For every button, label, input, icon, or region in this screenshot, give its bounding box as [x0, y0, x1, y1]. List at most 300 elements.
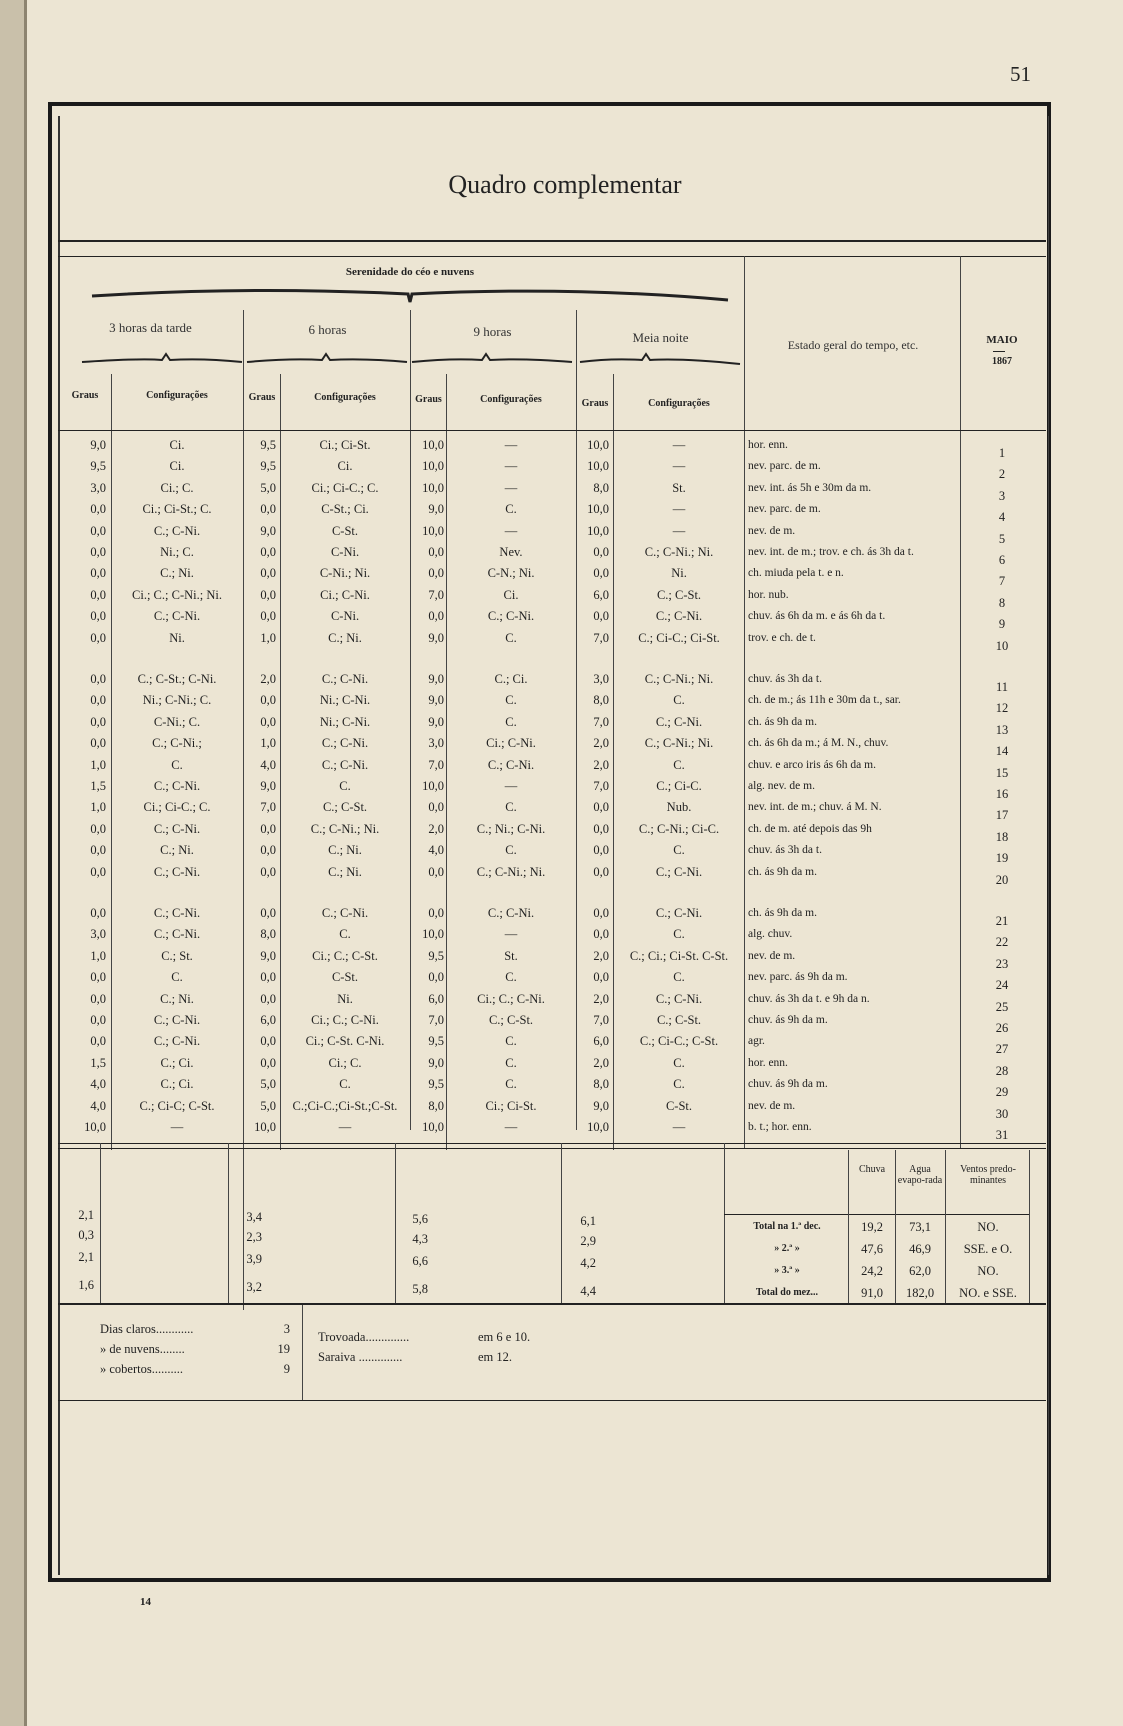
config-6: C.; Ni.	[328, 864, 362, 879]
graus-6: 0,0	[260, 609, 276, 624]
graus-6: 4,0	[260, 757, 276, 772]
graus-6: 6,0	[260, 1013, 276, 1027]
config-9: C.; C-St.	[488, 1013, 534, 1027]
config-midnight: C.; C-Ni.	[655, 714, 703, 729]
graus-3pm: 1,5	[90, 779, 106, 793]
estado-text: b. t.; hor. enn.	[748, 1121, 812, 1133]
estado-text: nev. parc. de m.	[748, 503, 821, 516]
graus-9: 0,0	[428, 800, 444, 815]
graus-midnight: 10,0	[587, 523, 609, 538]
average-value: 1,6	[78, 1278, 94, 1292]
estado-text: nev. de m.	[748, 1099, 796, 1112]
config-6: C.; C-Ni.	[321, 672, 369, 686]
config-midnight: C.	[673, 693, 685, 708]
config-6: Ci.; C-St. C-Ni.	[305, 1034, 385, 1049]
graus-midnight: 8,0	[593, 693, 609, 708]
config-9: —	[504, 459, 518, 474]
day-number: 15	[995, 765, 1009, 780]
graus-9: 0,0	[428, 545, 444, 559]
totals-cell: NO.	[977, 1264, 999, 1278]
average-value: 3,9	[246, 1252, 262, 1266]
graus-9: 6,0	[428, 991, 444, 1006]
config-midnight: C.; C-Ni.	[655, 609, 703, 624]
graus-midnight: 2,0	[593, 991, 609, 1006]
month-rule	[993, 351, 1005, 352]
avg-rule-2	[228, 1143, 229, 1303]
config-3pm: C-Ni.; C.	[153, 714, 201, 729]
estado-text: hor. enn.	[748, 439, 788, 451]
config-header-4: Configurações	[648, 398, 710, 409]
day-number: 31	[995, 1128, 1009, 1142]
average-value: 3,2	[246, 1280, 262, 1294]
graus-3pm: 1,0	[90, 948, 106, 963]
average-value: 3,4	[246, 1210, 262, 1224]
totals-header-rule	[724, 1214, 1030, 1215]
day-number: 16	[995, 787, 1009, 801]
config-3pm: C.; C-Ni.	[153, 1034, 201, 1049]
graus-3pm: 0,0	[90, 970, 106, 985]
config-6: Ni.; C-Ni.	[319, 714, 371, 729]
graus-9: 9,0	[428, 714, 444, 729]
config-3pm: Ni.	[169, 630, 185, 645]
config-midnight: —	[672, 438, 686, 452]
config-3pm: C.; Ni.	[160, 566, 194, 581]
config-midnight: —	[672, 459, 686, 474]
config-3pm: C.; C-St.; C-Ni.	[137, 672, 217, 686]
config-6: Ci.; C.; C-St.	[312, 948, 378, 963]
config-midnight: C.; C-Ni.; Ni.	[644, 545, 714, 559]
config-6: C.	[339, 927, 351, 942]
day-number: 21	[995, 914, 1009, 928]
average-value: 5,8	[412, 1282, 428, 1296]
graus-9: 0,0	[428, 864, 444, 879]
config-6: C.;Ci-C.;Ci-St.;C-St.	[292, 1098, 398, 1113]
graus-midnight: 2,0	[593, 757, 609, 772]
graus-9: 3,0	[428, 736, 444, 751]
day-number: 14	[995, 744, 1009, 759]
graus-9: 10,0	[422, 523, 444, 538]
month-header: MAIO	[986, 334, 1018, 346]
graus-9: 10,0	[422, 1120, 444, 1134]
graus-midnight: 7,0	[593, 714, 609, 729]
config-3pm: Ci.	[169, 438, 185, 452]
graus-3pm: 0,0	[90, 991, 106, 1006]
graus-3pm: 0,0	[90, 1034, 106, 1049]
data-top-rule	[58, 430, 1046, 431]
footer-mark: 14	[140, 1596, 151, 1608]
day-number: 20	[995, 872, 1009, 887]
config-9: C.	[505, 1055, 517, 1070]
graus-3pm: 10,0	[84, 1120, 106, 1134]
graus-6: 0,0	[260, 906, 276, 920]
config-9: C.; Ci.	[494, 672, 528, 686]
graus-midnight: 9,0	[593, 1098, 609, 1113]
config-6: C-St.	[331, 970, 359, 985]
day-number: 5	[998, 531, 1006, 546]
graus-6: 2,0	[260, 672, 276, 686]
config-9: —	[504, 438, 518, 452]
graus-6: 0,0	[260, 587, 276, 602]
year-header: 1867	[992, 356, 1012, 367]
day-number: 27	[995, 1042, 1009, 1057]
book-binding	[0, 0, 27, 1726]
config-midnight: C.; Ci-C.; C-St.	[639, 1034, 719, 1049]
summary-left-value: 3	[283, 1322, 290, 1336]
average-value: 5,6	[412, 1212, 428, 1226]
graus-9: 9,5	[428, 1034, 444, 1049]
graus-3pm: 0,0	[90, 821, 106, 836]
header-rule	[58, 256, 1046, 257]
totals-cell: 73,1	[909, 1220, 931, 1234]
graus-header-3: Graus	[415, 394, 442, 405]
config-6: —	[338, 1120, 352, 1134]
graus-midnight: 10,0	[587, 459, 609, 474]
day-number: 9	[998, 617, 1006, 632]
average-value: 2,9	[580, 1234, 596, 1248]
graus-3pm: 9,5	[90, 459, 106, 474]
day-number: 18	[995, 829, 1009, 844]
day-number: 26	[995, 1021, 1009, 1035]
graus-midnight: 10,0	[587, 502, 609, 517]
config-6: Ci.; C-Ni.	[320, 587, 370, 602]
graus-6: 0,0	[260, 714, 276, 729]
totals-cell: » 2.ª »	[774, 1243, 800, 1254]
graus-3pm: 1,0	[90, 800, 106, 815]
config-3pm: C.; C-Ni.	[153, 609, 201, 624]
config-6: Ni.; C-Ni.	[319, 693, 371, 708]
config-3pm: C.; C-Ni.	[153, 927, 201, 942]
day-number: 25	[995, 999, 1009, 1014]
estado-text: nev. int. de m.; chuv. á M. N.	[748, 801, 882, 814]
graus-9: 9,0	[428, 693, 444, 708]
totals-cell: 182,0	[905, 1286, 935, 1300]
summary-right-value: em 6 e 10.	[478, 1330, 531, 1344]
graus-9: 10,0	[422, 459, 444, 474]
config-6: Ci.; C.	[328, 1055, 362, 1070]
config-midnight: C-St.	[665, 1098, 693, 1113]
time-header-3pm: 3 horas da tarde	[109, 320, 192, 335]
day-number: 6	[998, 553, 1006, 567]
graus-3pm: 0,0	[90, 672, 106, 686]
config-3pm: C.; St.	[161, 948, 193, 963]
config-midnight: C.; Ci.; Ci-St. C-St.	[629, 948, 729, 963]
config-6: C-St.; Ci.	[321, 502, 369, 517]
average-value: 0,3	[78, 1228, 94, 1242]
graus-6: 9,5	[260, 459, 276, 474]
page-number: 51	[1010, 62, 1031, 86]
config-3pm: C.	[171, 757, 183, 772]
graus-9: 10,0	[422, 480, 444, 495]
graus-3pm: 3,0	[90, 480, 106, 495]
config-midnight: C.; C-Ni.	[655, 906, 703, 920]
totals-rule-1	[848, 1150, 849, 1303]
graus-3pm: 0,0	[90, 714, 106, 729]
totals-cell: Total na 1.ª dec.	[753, 1221, 821, 1232]
config-9: Nev.	[499, 545, 523, 559]
config-3pm: C.; C-Ni.	[153, 821, 201, 836]
graus-3pm: 1,0	[90, 757, 106, 772]
graus-3pm: 0,0	[90, 630, 106, 645]
estado-text: chuv. ás 3h da t. e 9h da n.	[748, 992, 870, 1005]
time-header-midnight: Meia noite	[632, 330, 689, 345]
average-value: 6,6	[412, 1254, 428, 1268]
graus-3pm: 0,0	[90, 736, 106, 751]
summary-right-label: Trovoada..............	[318, 1330, 410, 1344]
graus-3pm: 0,0	[90, 587, 106, 602]
config-9: C.; C-Ni.	[487, 609, 535, 624]
config-header-3: Configurações	[480, 394, 542, 405]
config-6: C.; C-Ni.	[321, 906, 369, 920]
day-number: 23	[995, 956, 1009, 971]
totals-cell: Total do mez...	[755, 1287, 819, 1298]
config-midnight: —	[672, 502, 686, 517]
graus-3pm: 0,0	[90, 864, 106, 879]
config-midnight: C.; C-Ni.; Ci-C.	[638, 821, 720, 836]
day-number: 29	[995, 1085, 1009, 1100]
graus-9: 7,0	[428, 1013, 444, 1027]
graus-3pm: 4,0	[90, 1077, 106, 1092]
config-3pm: Ni.; C.	[160, 545, 194, 559]
graus-midnight: 8,0	[593, 1077, 609, 1092]
config-9: St.	[504, 948, 518, 963]
config-9: —	[504, 523, 518, 538]
estado-text: ch. de m. até depois das 9h	[748, 822, 872, 835]
config-3pm: C.	[171, 970, 183, 985]
estado-text: ch. ás 9h da m.	[748, 907, 817, 919]
graus-9: 2,0	[428, 821, 444, 836]
estado-text: hor. nub.	[748, 588, 789, 601]
avg-rule-3	[395, 1143, 396, 1303]
config-6: C.; C-Ni.	[321, 736, 369, 751]
graus-6: 0,0	[260, 821, 276, 836]
day-number: 2	[998, 467, 1006, 482]
totals-rule-4	[1029, 1150, 1030, 1303]
config-3pm: C.; Ci.	[160, 1077, 194, 1092]
config-midnight: C.; C-Ni.	[655, 864, 703, 879]
summary-right-label: Saraiva ..............	[318, 1350, 403, 1364]
data-bottom-rule	[58, 1143, 1046, 1144]
config-6: C.; C-Ni.; Ni.	[310, 821, 380, 836]
config-3pm: C.; C-Ni.;	[152, 736, 202, 751]
estado-text: nev. int. ás 5h e 30m da m.	[748, 481, 872, 494]
summary-bottom-rule	[58, 1400, 1046, 1401]
graus-3pm: 4,0	[90, 1098, 106, 1113]
summary-left-label: » de nuvens........	[100, 1342, 185, 1356]
config-3pm: —	[170, 1120, 184, 1134]
config-9: C.	[505, 714, 517, 729]
totals-header: Chuva	[858, 1164, 886, 1175]
page-title: Quadro complementar	[448, 170, 682, 199]
estado-text: ch. miuda pela t. e n.	[748, 567, 844, 580]
config-9: C.	[505, 1077, 517, 1092]
config-6: Ci.; C.; C-Ni.	[311, 1013, 379, 1027]
config-6: C-Ni.; Ni.	[319, 566, 371, 581]
graus-midnight: 6,0	[593, 587, 609, 602]
config-3pm: Ci.; Ci-C.; C.	[143, 800, 211, 815]
graus-3pm: 0,0	[90, 566, 106, 581]
estado-header: Estado geral do tempo, etc.	[787, 338, 919, 352]
config-9: C.	[505, 843, 517, 858]
graus-midnight: 0,0	[593, 843, 609, 858]
config-midnight: C.; C-St.	[656, 1013, 702, 1027]
summary-left-label: Dias claros............	[100, 1322, 194, 1336]
estado-text: alg. chuv.	[748, 928, 793, 941]
config-9: Ci.; Ci-St.	[485, 1098, 537, 1113]
data-bottom-rule-2	[58, 1148, 1046, 1149]
average-value: 4,4	[580, 1284, 596, 1298]
graus-6: 5,0	[260, 480, 276, 495]
graus-6: 0,0	[260, 693, 276, 708]
day-number: 24	[995, 978, 1009, 993]
config-6: Ci.; Ci-C.; C.	[311, 480, 379, 495]
graus-9: 4,0	[428, 843, 444, 858]
graus-9: 9,0	[428, 630, 444, 645]
estado-text: ch. ás 6h da m.; á M. N., chuv.	[748, 737, 889, 750]
time-header-6: 6 horas	[308, 322, 347, 337]
average-value: 4,3	[412, 1232, 428, 1246]
average-value: 4,2	[580, 1256, 596, 1270]
config-6: C.	[339, 779, 351, 793]
estado-text: alg. nev. de m.	[748, 780, 815, 792]
config-midnight: St.	[672, 480, 686, 495]
config-3pm: Ci.; C.; C-Ni.; Ni.	[132, 587, 222, 602]
graus-midnight: 0,0	[593, 609, 609, 624]
config-9: —	[504, 779, 518, 793]
average-value: 2,1	[78, 1250, 94, 1264]
config-3pm: C.; C-Ni.	[153, 523, 201, 538]
totals-rule-3	[945, 1150, 946, 1303]
graus-6: 1,0	[260, 630, 276, 645]
config-6: C-St.	[331, 523, 359, 538]
avg-rule-5	[724, 1143, 725, 1303]
summary-top-rule	[58, 1303, 1046, 1305]
config-midnight: C.; C-Ni.; Ni.	[644, 736, 714, 751]
config-6: C.; Ni.	[328, 630, 362, 645]
config-midnight: C.	[673, 1055, 685, 1070]
config-midnight: C.; C-Ni.	[655, 991, 703, 1006]
graus-9: 9,5	[428, 1077, 444, 1092]
summary-divider	[302, 1305, 303, 1400]
graus-3pm: 0,0	[90, 843, 106, 858]
graus-3pm: 1,5	[90, 1055, 106, 1070]
totals-cell: 91,0	[861, 1286, 883, 1300]
graus-midnight: 8,0	[593, 480, 609, 495]
totals-cell: SSE. e O.	[963, 1242, 1013, 1256]
graus-9: 9,0	[428, 1055, 444, 1070]
graus-midnight: 10,0	[587, 438, 609, 452]
config-3pm: Ci.	[169, 459, 185, 474]
day-number: 19	[995, 851, 1009, 866]
average-value: 2,3	[246, 1230, 262, 1244]
graus-midnight: 0,0	[593, 927, 609, 942]
config-header-2: Configurações	[314, 392, 376, 403]
graus-6: 0,0	[260, 1034, 276, 1049]
config-3pm: Ni.; C-Ni.; C.	[142, 693, 212, 708]
graus-9: 7,0	[428, 587, 444, 602]
graus-header-1: Graus	[71, 390, 99, 401]
graus-6: 7,0	[260, 800, 276, 815]
estado-text: nev. parc. ás 9h da m.	[748, 971, 848, 984]
estado-text: hor. enn.	[748, 1056, 788, 1069]
graus-midnight: 0,0	[593, 800, 609, 815]
graus-9: 0,0	[428, 906, 444, 920]
day-number: 12	[995, 701, 1009, 716]
config-6: C.; Ni.	[328, 843, 362, 858]
graus-3pm: 0,0	[90, 609, 106, 624]
config-9: Ci.; C.; C-Ni.	[477, 991, 545, 1006]
estado-text: chuv. ás 9h da m.	[748, 1014, 828, 1026]
config-6: C.; C-St.	[322, 800, 368, 815]
average-value: 6,1	[580, 1214, 596, 1228]
config-9: C.; C-Ni.; Ni.	[476, 864, 546, 879]
config-3pm: C.; C-Ni.	[153, 1013, 201, 1027]
config-midnight: C.; C-Ni.; Ni.	[644, 672, 714, 686]
config-midnight: C.; Ci-C.; Ci-St.	[638, 630, 720, 645]
day-number: 30	[995, 1106, 1009, 1121]
graus-9: 10,0	[422, 927, 444, 942]
totals-cell: 47,6	[861, 1242, 883, 1256]
graus-3pm: 0,0	[90, 502, 106, 517]
config-9: C.	[505, 502, 517, 517]
graus-9: 7,0	[428, 757, 444, 772]
graus-6: 1,0	[260, 736, 276, 751]
graus-midnight: 2,0	[593, 948, 609, 963]
day-number: 3	[998, 488, 1006, 503]
estado-text: chuv. ás 6h da m. e ás 6h da t.	[748, 610, 886, 623]
config-9: C.	[505, 1034, 517, 1049]
graus-midnight: 0,0	[593, 906, 609, 920]
graus-9: 0,0	[428, 970, 444, 985]
graus-header-4: Graus	[581, 398, 609, 409]
graus-3pm: 0,0	[90, 906, 106, 920]
config-9: —	[504, 1120, 518, 1134]
graus-9: 0,0	[428, 566, 444, 581]
graus-6: 0,0	[260, 502, 276, 517]
graus-3pm: 0,0	[90, 523, 106, 538]
graus-6: 0,0	[260, 991, 276, 1006]
time-braces	[62, 352, 742, 374]
estado-text: agr.	[748, 1035, 765, 1048]
graus-header-2: Graus	[248, 392, 276, 403]
config-9: C.	[505, 630, 517, 645]
graus-9: 10,0	[422, 779, 444, 793]
graus-3pm: 3,0	[90, 927, 106, 942]
estado-text: nev. parc. de m.	[748, 460, 821, 473]
day-number: 7	[998, 574, 1006, 589]
totals-header: Ventos predo-minantes	[960, 1164, 1016, 1186]
summary-left-label: » cobertos..........	[100, 1362, 183, 1376]
graus-6: 9,0	[260, 779, 276, 793]
day-number: 22	[995, 935, 1009, 950]
graus-midnight: 7,0	[593, 630, 609, 645]
graus-9: 9,0	[428, 502, 444, 517]
graus-midnight: 7,0	[593, 1013, 609, 1027]
config-3pm: C.; Ni.	[160, 991, 194, 1006]
summary-left-value: 19	[277, 1342, 290, 1356]
config-6: Ci.	[337, 459, 353, 474]
config-9: C.; Ni.; C-Ni.	[476, 821, 546, 836]
config-9: Ci.	[503, 587, 519, 602]
graus-6: 5,0	[260, 1098, 276, 1113]
config-9: C-N.; Ni.	[487, 566, 535, 581]
graus-6: 0,0	[260, 566, 276, 581]
estado-text: ch. ás 9h da m.	[748, 715, 817, 728]
graus-midnight: 2,0	[593, 736, 609, 751]
config-midnight: C.; Ci-C.	[656, 779, 702, 793]
totals-cell: 19,2	[861, 1220, 883, 1234]
graus-midnight: 10,0	[587, 1120, 609, 1134]
config-3pm: C.; C-Ni.	[153, 864, 201, 879]
